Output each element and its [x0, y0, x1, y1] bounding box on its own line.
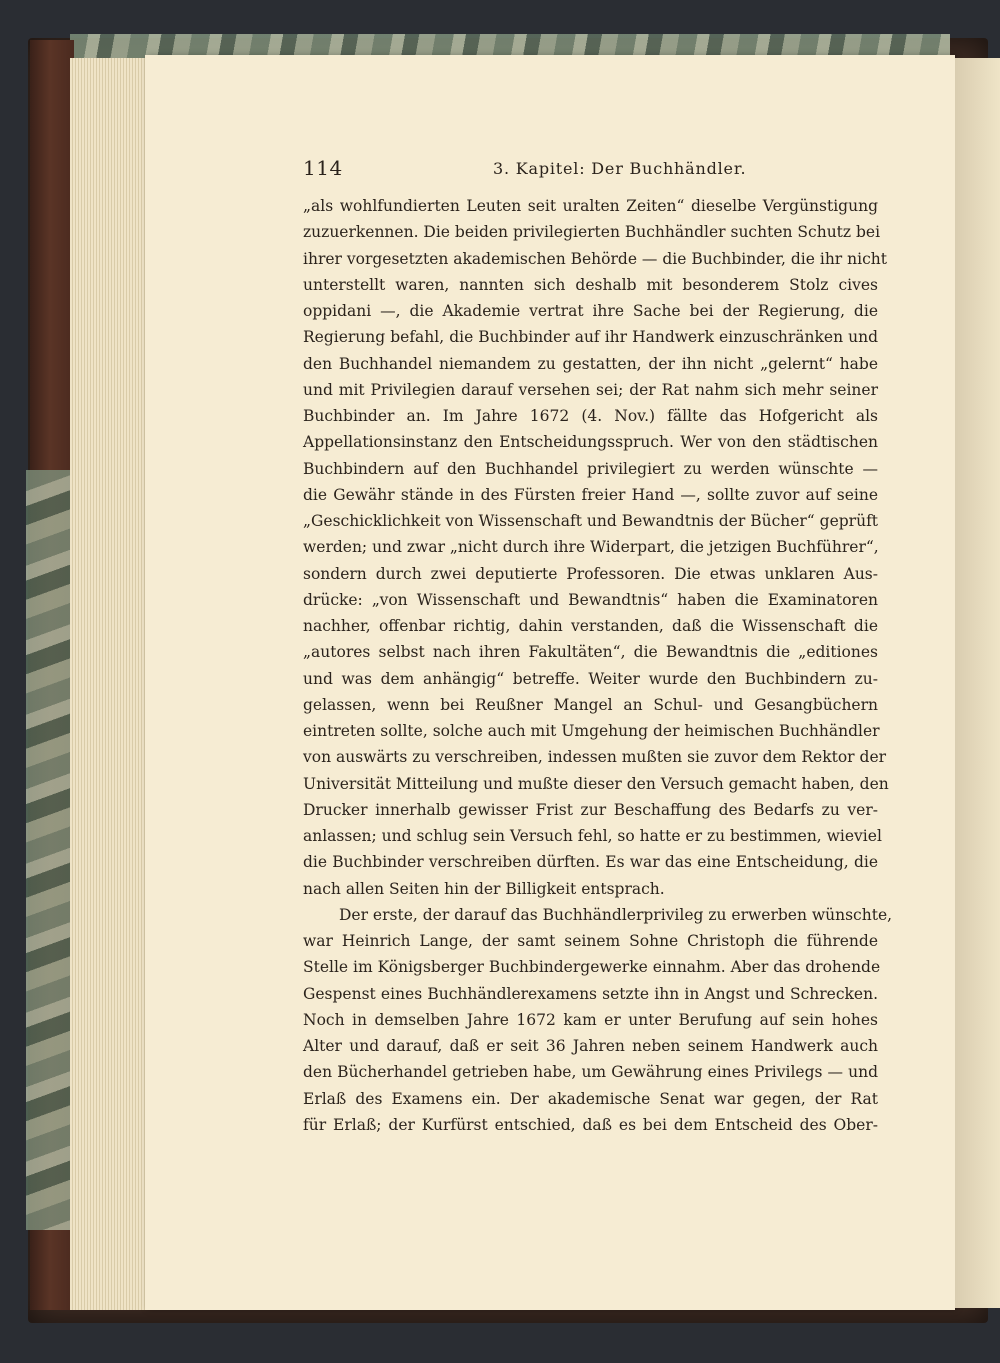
page-header: [303, 156, 878, 186]
text-line: gelassen, wenn bei Reußner Mangel an Schul- und Gesangbüchern: [303, 695, 878, 714]
text-line: „Geschicklichkeit von Wissenschaft und Bewandtnis der Bücher“ geprüft: [303, 512, 879, 530]
text-line: zuzuerkennen. Die beiden privilegierten Buchhändler suchten Schutz bei: [303, 223, 881, 242]
text-line: „autores selbst nach ihren Fakultäten“, die Bewandtnis die „editiones: [303, 643, 878, 662]
text-line: den Buchhandel niemandem zu gestatten, der ihn nicht „gelernt“ habe: [303, 354, 878, 373]
paragraph-last-line: nach allen Seiten hin der Billigkeit entsprach.: [303, 879, 665, 898]
text-line: eintreten sollte, solche auch mit Umgehung der heimischen Buchhändler: [303, 722, 880, 740]
text-line: die Buchbinder verschreiben dürften. Es war das eine Entscheidung, die: [303, 853, 878, 872]
text-line: oppidani —, die Akademie vertrat ihre Sache bei der Regierung, die: [303, 302, 878, 320]
running-title: 3. Kapitel: Der Buchhändler.: [493, 159, 747, 178]
text-line: Buchbinder an. Im Jahre 1672 (4. Nov.) fällte das Hofgericht als: [303, 407, 878, 425]
text-line: Noch in demselben Jahre 1672 kam er unter Berufung auf sein hohes: [303, 1010, 878, 1029]
text-line: von auswärts zu verschreiben, indessen mußten sie zuvor dem Rektor der: [303, 748, 887, 767]
text-line: nachher, offenbar richtig, dahin verstanden, daß die Wissenschaft die: [303, 617, 878, 635]
text-line: Stelle im Königsberger Buchbindergewerke einnahm. Aber das drohende: [303, 958, 881, 977]
text-line: den Bücherhandel getrieben habe, um Gewährung eines Privilegs — und: [303, 1063, 878, 1082]
facing-page-edge: [955, 58, 1000, 1308]
text-line: Appellationsinstanz den Entscheidungsspruch. Wer von den städtischen: [303, 433, 878, 452]
paragraph-first-line: Der erste, der darauf das Buchhändlerprivileg zu erwerben wünschte,: [339, 905, 893, 924]
text-line: die Gewähr stände in des Fürsten freier Hand —, sollte zuvor auf seine: [303, 485, 878, 504]
text-line: und mit Privilegien darauf versehen sei; der Rat nahm sich mehr seiner: [303, 380, 878, 399]
text-line: drücke: „von Wissenschaft und Bewandtnis“ haben die Examinatoren: [303, 590, 878, 609]
text-line: Regierung befahl, die Buchbinder auf ihr Handwerk einzuschränken und: [303, 328, 878, 347]
text-line: ihrer vorgesetzten akademischen Behörde — die Buchbinder, die ihr nicht: [303, 249, 887, 268]
text-line: war Heinrich Lange, der samt seinem Sohne Christoph die führende: [303, 932, 878, 950]
text-line: unterstellt waren, nannten sich deshalb mit besonderem Stolz cives: [303, 275, 878, 294]
text-line: und was dem anhängig“ betreffe. Weiter wurde den Buchbindern zu-: [303, 669, 878, 688]
text-line: „als wohlfundierten Leuten seit uralten Zeiten“ dieselbe Vergünstigung: [303, 197, 878, 215]
text-line: Alter und darauf, daß er seit 36 Jahren neben seinem Handwerk auch: [303, 1037, 878, 1055]
page-edges: [70, 58, 150, 1310]
text-line: für Erlaß; der Kurfürst entschied, daß es bei dem Entscheid des Ober-: [303, 1115, 878, 1134]
marbled-board-side: [26, 470, 74, 1230]
text-line: anlassen; und schlug sein Versuch fehl, so hatte er zu bestimmen, wieviel: [303, 827, 882, 845]
page-number: 114: [303, 156, 343, 180]
text-line: werden; und zwar „nicht durch ihre Widerpart, die jetzigen Buchführer“,: [303, 538, 879, 557]
text-line: Erlaß des Examens ein. Der akademische Senat war gegen, der Rat: [303, 1089, 878, 1108]
text-line: sondern durch zwei deputierte Professoren. Die etwas unklaren Aus-: [303, 564, 878, 583]
text-line: Universität Mitteilung und mußte dieser den Versuch gemacht haben, den: [303, 774, 889, 793]
text-line: Drucker innerhalb gewisser Frist zur Beschaffung des Bedarfs zu ver-: [303, 800, 878, 819]
text-line: Gespenst eines Buchhändlerexamens setzte ihn in Angst und Schrecken.: [303, 984, 878, 1003]
body-text: [303, 193, 893, 1138]
text-line: Buchbindern auf den Buchhandel privilegiert zu werden wünschte —: [303, 459, 878, 478]
